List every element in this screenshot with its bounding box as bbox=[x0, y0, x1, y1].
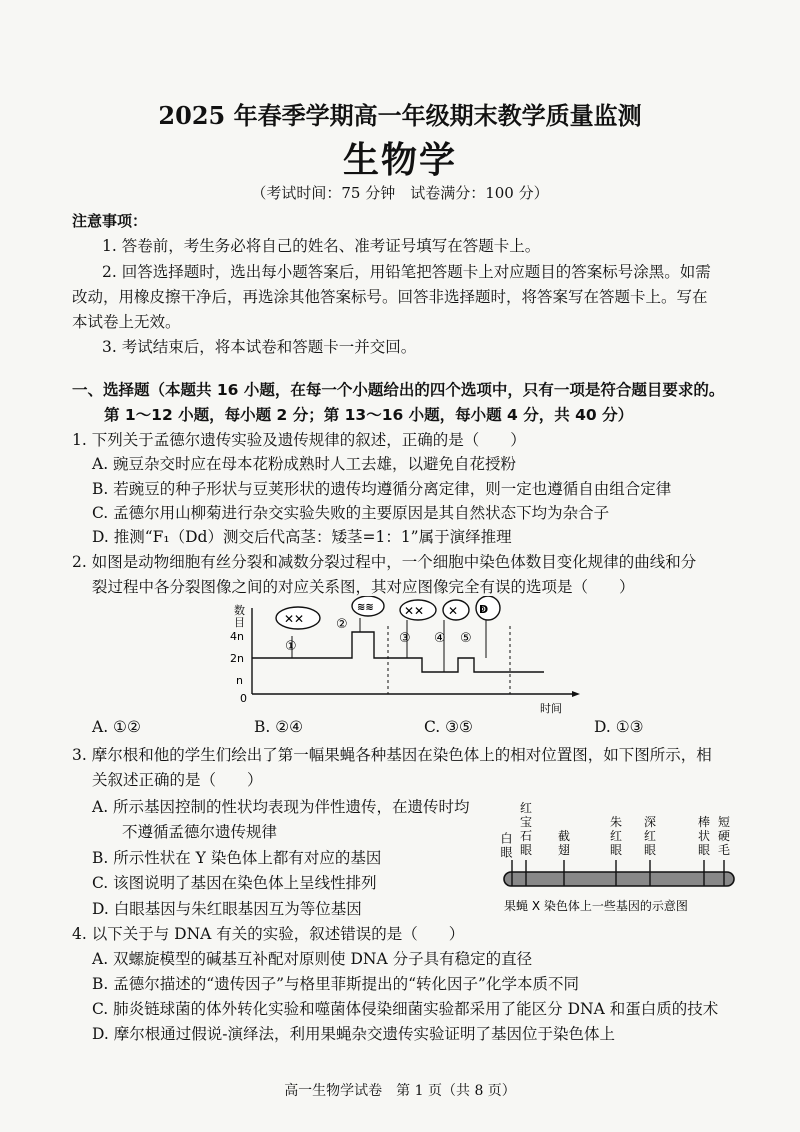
mitosis-curve bbox=[252, 632, 388, 658]
y-label-2: 目 bbox=[234, 616, 245, 629]
notice-item-2-line-1: 2. 回答选择题时，选出每小题答案后，用铅笔把答题卡上对应题目的答案标号涂黑。如需 bbox=[102, 263, 711, 281]
cell-image-1 bbox=[276, 607, 320, 629]
cell-image-4 bbox=[443, 600, 469, 620]
gene-label-cut-wing: 截翅 bbox=[558, 829, 571, 857]
gene-label-white-eye: 白眼 bbox=[499, 832, 513, 858]
y-tick-2n: 2n bbox=[230, 652, 244, 665]
q3-option-b: B. 所示性状在 Y 染色体上都有对应的基因 bbox=[92, 849, 382, 867]
q2-option-c: C. ③⑤ bbox=[424, 718, 473, 736]
notice-item-2-line-2: 改动，用橡皮擦干净后，再选涂其他答案标号。回答非选择题时，将答案写在答题卡上。写在 bbox=[72, 288, 708, 306]
q1-stem: 1. 下列关于孟德尔遗传实验及遗传规律的叙述，正确的是（ ） bbox=[72, 431, 526, 449]
q2-stem-line-2: 裂过程中各分裂图像之间的对应关系图，其对应图像完全有误的选项是（ ） bbox=[92, 578, 635, 596]
q2-chromosome-chart bbox=[222, 596, 582, 716]
q1-option-c: C. 孟德尔用山柳菊进行杂交实验失败的主要原因是其自然状态下均为杂合子 bbox=[92, 504, 610, 522]
gene-label-bar-eye: 棒状眼 bbox=[698, 815, 711, 857]
marker-1: ① bbox=[285, 639, 297, 654]
q3-option-a-line-2: 不遵循孟德尔遗传规律 bbox=[122, 823, 278, 841]
marker-2: ② bbox=[336, 617, 348, 632]
svg-text:✕: ✕ bbox=[448, 604, 459, 618]
cell-image-2 bbox=[352, 596, 384, 616]
svg-text:✕✕: ✕✕ bbox=[404, 604, 425, 618]
q2-option-b: B. ②④ bbox=[254, 718, 304, 736]
q1-option-b: B. 若豌豆的种子形状与豆荚形状的遗传均遵循分离定律，则一定也遵循自由组合定律 bbox=[92, 480, 672, 498]
marker-4: ④ bbox=[434, 631, 446, 646]
exam-title: 2025 年春季学期高一年级期末教学质量监测 bbox=[158, 101, 642, 130]
q3-option-a-line-1: A. 所示基因控制的性状均表现为伴性遗传，在遗传时均 bbox=[92, 798, 470, 816]
section-1-scoring: 第 1～12 小题，每小题 2 分；第 13～16 小题，每小题 4 分，共 40 分） bbox=[104, 406, 634, 424]
q3-option-c: C. 该图说明了基因在染色体上呈线性排列 bbox=[92, 874, 377, 892]
q4-stem: 4. 以下关于与 DNA 有关的实验，叙述错误的是（ ） bbox=[72, 925, 465, 943]
gene-label-garnet-eye: 深红眼 bbox=[644, 815, 657, 857]
subject-title: 生物学 bbox=[342, 139, 457, 181]
q4-option-d: D. 摩尔根通过假说-演绎法，利用果蝇杂交遗传实验证明了基因位于染色体上 bbox=[92, 1025, 615, 1043]
x-chromosome-figure bbox=[498, 800, 740, 918]
gene-label-vermilion-eye: 朱红眼 bbox=[610, 815, 623, 857]
q2-option-a: A. ①② bbox=[92, 718, 141, 736]
q2-option-d: D. ①③ bbox=[594, 718, 644, 736]
q4-option-c: C. 肺炎链球菌的体外转化实验和噬菌体侵染细菌实验都采用了能区分 DNA 和蛋白质的技术 bbox=[92, 1000, 719, 1018]
cell-image-3 bbox=[400, 600, 436, 620]
gene-label-bristle: 短硬毛 bbox=[718, 815, 731, 857]
q3-stem-line-2: 关叙述正确的是（ ） bbox=[92, 771, 263, 789]
meiosis-curve bbox=[388, 658, 510, 672]
notice-item-3: 3. 考试结束后，将本试卷和答题卡一并交回。 bbox=[102, 338, 417, 356]
marker-3: ③ bbox=[399, 631, 411, 646]
y-tick-n: n bbox=[236, 674, 243, 687]
q3-option-d: D. 白眼基因与朱红眼基因互为等位基因 bbox=[92, 900, 362, 918]
x-axis-arrow bbox=[572, 691, 580, 697]
y-tick-4n: 4n bbox=[230, 630, 244, 643]
q4-option-a: A. 双螺旋模型的碱基互补配对原则使 DNA 分子具有稳定的直径 bbox=[92, 950, 533, 968]
q2-stem-line-1: 2. 如图是动物细胞有丝分裂和减数分裂过程中，一个细胞中染色体数目变化规律的曲线和分 bbox=[72, 553, 697, 571]
x-axis-label: 时间 bbox=[540, 702, 562, 715]
notice-item-2-line-3: 本试卷上无效。 bbox=[72, 313, 181, 331]
section-1-heading: 一、选择题（本题共 16 小题，在每一个小题给出的四个选项中，只有一项是符合题目要求的。 bbox=[72, 381, 725, 399]
gene-label-ruby-eye: 红宝石眼 bbox=[520, 801, 533, 857]
q3-stem-line-1: 3. 摩尔根和他的学生们绘出了第一幅果蝇各种基因在染色体上的相对位置图，如下图所示，相 bbox=[72, 746, 712, 764]
notice-item-1: 1. 答卷前，考生务必将自己的姓名、准考证号填写在答题卡上。 bbox=[102, 237, 541, 255]
svg-text:✕✕: ✕✕ bbox=[284, 612, 305, 626]
notice-title: 注意事项： bbox=[72, 212, 148, 230]
svg-text:≋≋: ≋≋ bbox=[357, 602, 374, 613]
q1-option-d: D. 推测“F₁（Dd）测交后代高茎：矮茎=1：1”属于演绎推理 bbox=[92, 528, 512, 546]
page-footer: 高一生物学试卷 第 1 页（共 8 页） bbox=[284, 1083, 516, 1099]
figure-caption: 果蝇 X 染色体上一些基因的示意图 bbox=[504, 899, 688, 913]
x-chromosome bbox=[504, 872, 734, 886]
q1-option-a: A. 豌豆杂交时应在母本花粉成熟时人工去雄，以避免自花授粉 bbox=[92, 455, 517, 473]
q4-option-b: B. 孟德尔描述的“遗传因子”与格里菲斯提出的“转化因子”化学本质不同 bbox=[92, 975, 579, 993]
marker-5: ⑤ bbox=[460, 631, 472, 646]
exam-info: （考试时间：75 分钟 试卷满分：100 分） bbox=[251, 184, 549, 202]
cell-image-5 bbox=[476, 596, 500, 620]
svg-text:ↁ: ↁ bbox=[479, 603, 489, 616]
y-tick-0: 0 bbox=[240, 692, 247, 705]
y-label-1: 数 bbox=[234, 604, 245, 617]
